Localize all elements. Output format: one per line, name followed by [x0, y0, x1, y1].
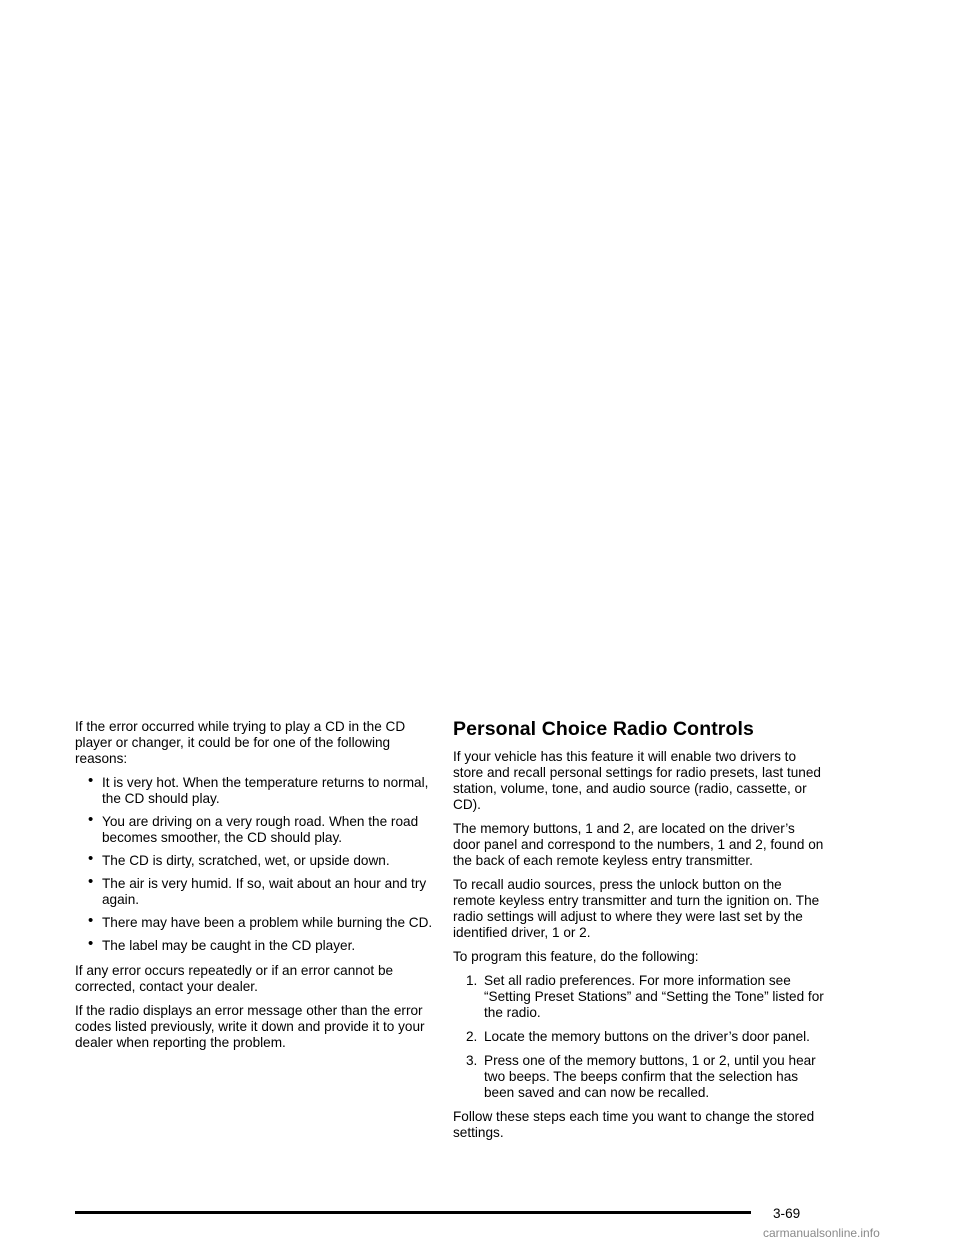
list-item: • The air is very humid. If so, wait about an hour and try again.: [88, 873, 427, 907]
right-column: [453, 719, 825, 1149]
section-heading: Personal Choice Radio Controls: [453, 718, 754, 740]
program-intro-paragraph: To program this feature, do the following:: [453, 949, 699, 964]
reasons-list: [75, 772, 439, 954]
left-column: [75, 719, 439, 1059]
bullet-icon: •: [88, 873, 94, 890]
bullet-icon: •: [88, 772, 94, 789]
list-item: • It is very hot. When the temperature returns to normal, the CD should play.: [88, 772, 429, 806]
follow-steps-paragraph: Follow these steps each time you want to change the stored settings.: [453, 1109, 815, 1140]
repeat-error-paragraph: If any error occurs repeatedly or if an error cannot be corrected, contact your dealer.: [75, 963, 394, 994]
list-item: • You are driving on a very rough road. When the road becomes smoother, the CD should play.: [88, 811, 419, 845]
page-number: 3-69: [773, 1206, 801, 1221]
list-item: • There may have been a problem while burning the CD.: [88, 912, 433, 930]
bullet-icon: •: [88, 811, 94, 828]
bullet-icon: •: [88, 912, 94, 929]
watermark: carmanualsonline.info: [763, 1226, 880, 1240]
feature-paragraph: If your vehicle has this feature it will enable two drivers to store and recall personal settings for radio presets, last tuned station, volume, tone, and audio source (radio, cassette, or CD).: [453, 749, 821, 812]
steps-list: [453, 973, 825, 1101]
list-item: 2. Locate the memory buttons on the driver’s door panel.: [466, 1029, 810, 1044]
list-item: 1. Set all radio preferences. For more information see “Setting Preset Stations” and “Setting the Tone” listed for the radio.: [466, 973, 824, 1020]
memory-buttons-paragraph: The memory buttons, 1 and 2, are located on the driver’s door panel and correspond to the numbers, 1 and 2, found on the back of each remote keyless entry transmitter.: [453, 821, 824, 868]
list-item: • The label may be caught in the CD player.: [88, 935, 356, 953]
other-error-paragraph: If the radio displays an error message other than the error codes listed previously, write it down and provide it to your dealer when reporting the problem.: [75, 1003, 425, 1050]
list-item: • The CD is dirty, scratched, wet, or upside down.: [88, 850, 390, 868]
intro-paragraph: If the error occurred while trying to play a CD in the CD player or changer, it could be for one of the following reasons:: [75, 719, 406, 766]
bullet-icon: •: [88, 850, 94, 867]
list-item: 3. Press one of the memory buttons, 1 or 2, until you hear two beeps. The beeps confirm that the selection has been saved and can now be recalled.: [466, 1053, 816, 1100]
bullet-icon: •: [88, 935, 94, 952]
recall-paragraph: To recall audio sources, press the unlock button on the remote keyless entry transmitter and turn the ignition on. The radio settings will adjust to where they were last set by the identified driver, 1 or 2.: [453, 877, 820, 940]
footer-rule: [75, 1211, 751, 1214]
